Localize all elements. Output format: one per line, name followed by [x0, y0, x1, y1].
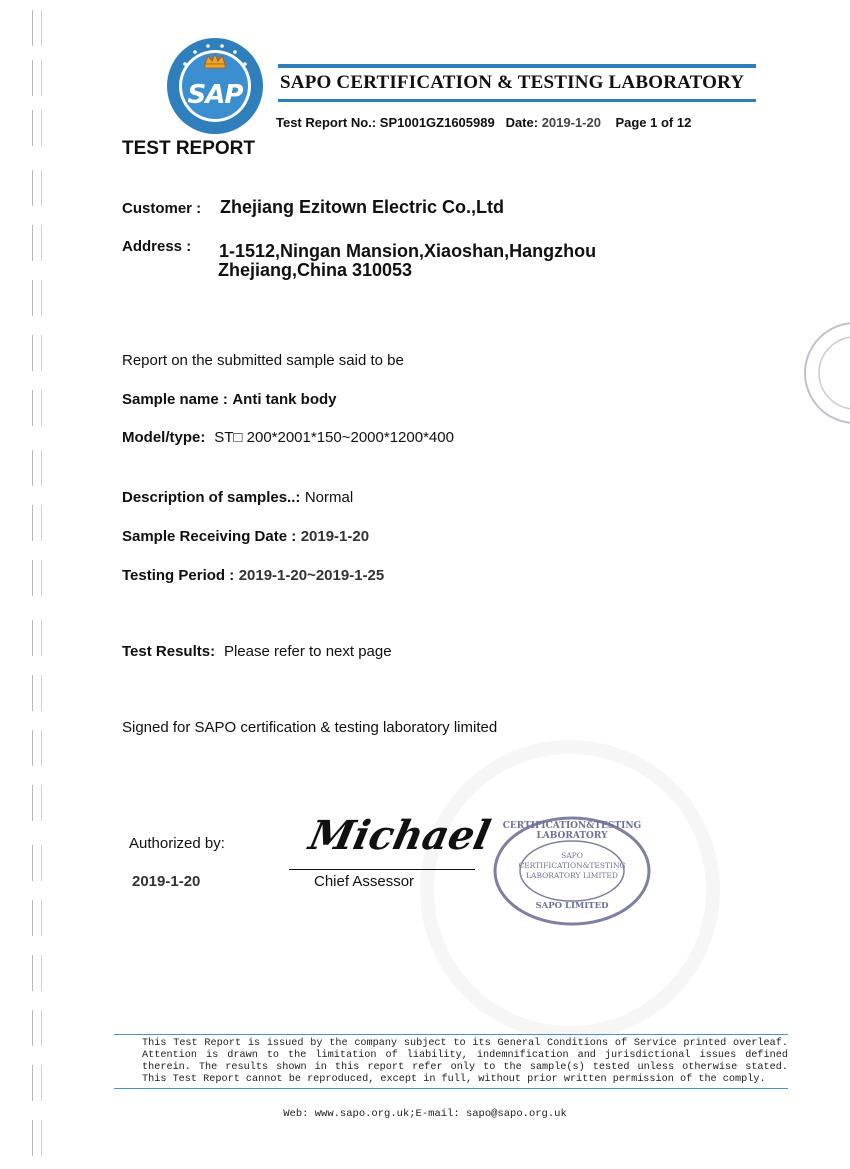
- model-type-label: Model/type:: [122, 429, 206, 446]
- description-value: Normal: [304, 489, 354, 506]
- stamp-inner-line3: LABORATORY LIMITED: [526, 871, 618, 880]
- address-line2: Zhejiang,China 310053: [218, 260, 413, 280]
- page-title: TEST REPORT: [122, 138, 256, 159]
- lab-stamp: [492, 815, 652, 927]
- address-label: Address :: [122, 238, 192, 255]
- test-results-row: [122, 643, 392, 661]
- stamp-bottom-text: SAPO LIMITED: [535, 901, 609, 911]
- footer-disclaimer: This Test Report is issued by the company subject to its General Conditions of Service printed overleaf. Attention is drawn to the limitation of liability, indemnification and jurisdictional issues defined therein. The results shown in this report refer only to the sample(s) tested unless otherwise stated. This Test Report cannot be reproduced, except in full, without prior written permission of the comply.: [114, 1034, 788, 1089]
- signer-role: Chief Assessor: [314, 873, 415, 890]
- receiving-date-value: 2019-1-20: [300, 528, 370, 545]
- sample-name-value: Anti tank body: [232, 391, 337, 408]
- stamp-inner-line2: CERTIFICATION&TESTING: [518, 861, 626, 870]
- test-results-value: Please refer to next page: [223, 643, 392, 660]
- model-type-row: [122, 429, 454, 447]
- header-top-line: [278, 64, 756, 68]
- description-label: Description of samples..:: [122, 489, 301, 506]
- test-results-label: Test Results:: [122, 643, 216, 660]
- address-line1: 1-1512,Ningan Mansion,Xiaoshan,Hangzhou: [219, 241, 597, 261]
- logo-text: SAP: [187, 80, 243, 110]
- model-type-value: ST□ 200*2001*150~2000*1200*400: [214, 429, 454, 446]
- header-bottom-line: [278, 99, 756, 102]
- sample-name-row: [122, 391, 337, 409]
- report-meta: [276, 115, 691, 130]
- stamp-inner-line1: SAPO: [561, 851, 583, 860]
- footer-web: Web: www.sapo.org.uk;E-mail: sapo@sapo.org.uk: [283, 1108, 567, 1120]
- report-no: SP1001GZ1605989: [379, 115, 495, 130]
- report-no-label: Test Report No.:: [276, 115, 377, 130]
- page-number: Page 1 of 12: [615, 115, 692, 130]
- binding-marks: [32, 0, 46, 1169]
- sap-logo: [165, 36, 265, 136]
- authorized-by-label: Authorized by:: [129, 835, 225, 852]
- customer-label: Customer :: [122, 200, 202, 217]
- report-intro: Report on the submitted sample said to be: [122, 352, 404, 369]
- stamp-outer-text: CERTIFICATION&TESTING LABORATORY: [502, 821, 642, 841]
- signature: Michael: [305, 812, 495, 859]
- receiving-date-label: Sample Receiving Date :: [122, 528, 297, 545]
- testing-period-label: Testing Period :: [122, 567, 235, 584]
- authorized-date: 2019-1-20: [132, 873, 201, 890]
- receiving-date-row: [122, 528, 369, 546]
- report-date: 2019-1-20: [541, 115, 601, 130]
- partial-stamp-icon: [785, 318, 850, 428]
- testing-period-row: [122, 567, 384, 585]
- signature-line: [289, 869, 475, 870]
- testing-period-value: 2019-1-20~2019-1-25: [238, 567, 385, 584]
- customer-value: Zhejiang Ezitown Electric Co.,Ltd: [220, 197, 505, 217]
- signed-for-text: Signed for SAPO certification & testing laboratory limited: [122, 719, 498, 736]
- lab-name: SAPO CERTIFICATION & TESTING LABORATORY: [280, 72, 745, 93]
- date-label: Date:: [505, 115, 539, 130]
- sample-name-label: Sample name :: [122, 391, 228, 408]
- description-row: [122, 489, 353, 507]
